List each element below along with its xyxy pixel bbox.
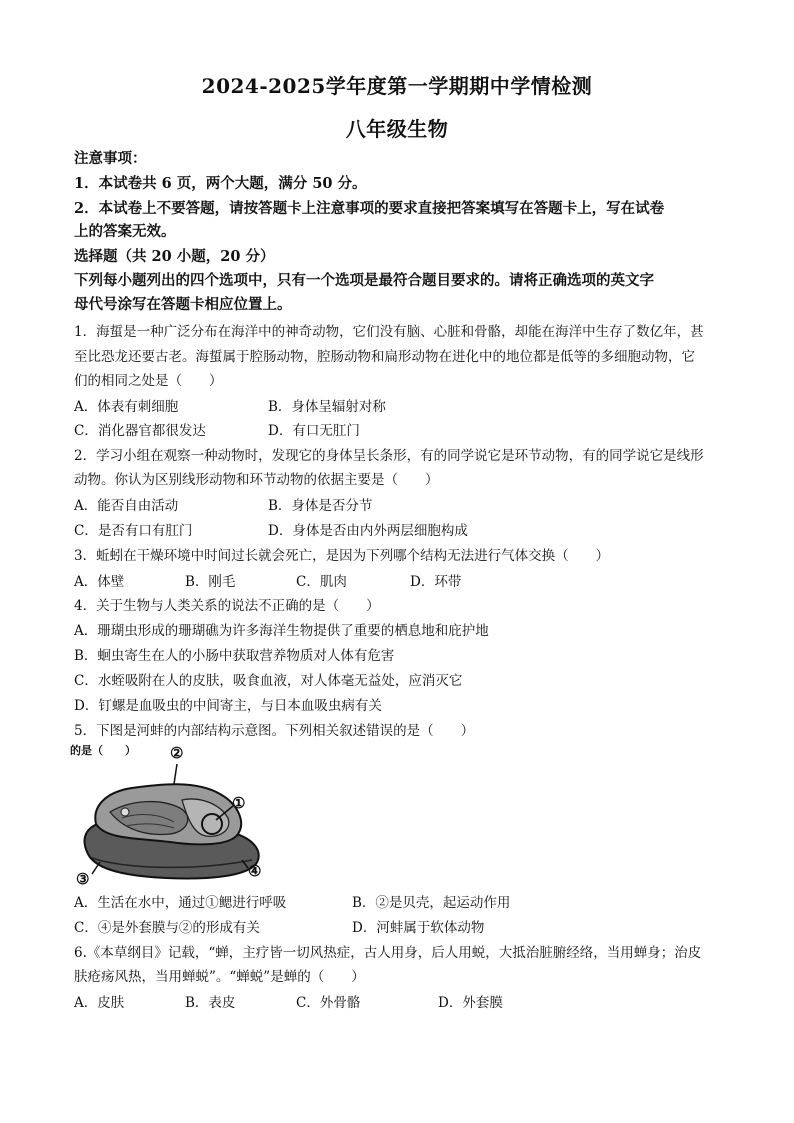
notice-item-1: 1．本试卷共 6 页，两个大题，满分 50 分。	[74, 175, 367, 192]
notice-item-2a: 2．本试卷上不要答题，请按答题卡上注意事项的要求直接把答案填写在答题卡上，写在试卷	[74, 200, 665, 217]
q3-option-b: B．刚毛	[185, 574, 236, 590]
mussel-anatomy-figure	[70, 742, 270, 892]
notice-item-2b: 上的答案无效。	[74, 223, 176, 240]
q3-option-d: D．环带	[410, 574, 462, 590]
notice-heading: 注意事项：	[74, 150, 147, 167]
exam-subtitle: 八年级生物	[345, 117, 449, 141]
q1-stem-b: 至比恐龙还要古老。海蜇属于腔肠动物，腔肠动物和扁形动物在进化中的地位都是低等的多细胞动物，它	[74, 349, 695, 365]
q1-option-a: A．体表有刺细胞	[74, 399, 179, 415]
q1-option-c: C．消化器官都很发达	[74, 423, 206, 439]
label-2: ②	[170, 744, 184, 762]
q1-stem-a: 1．海蜇是一种广泛分布在海洋中的神奇动物，它们没有脑、心脏和骨骼，却能在海洋中生存了数亿年，甚	[74, 324, 704, 340]
label-1: ①	[232, 794, 246, 812]
exam-title: 2024-2025学年度第一学期期中学情检测	[201, 74, 593, 98]
mussel-drawing	[70, 742, 270, 892]
q4-option-a: A．珊瑚虫形成的珊瑚礁为许多海洋生物提供了重要的栖息地和庇护地	[74, 623, 489, 639]
figure-cropped-text: 的是（ ）	[70, 744, 136, 757]
q5-option-b: B．②是贝壳，起运动作用	[352, 895, 511, 911]
q1-option-b: B．身体呈辐射对称	[268, 399, 386, 415]
q4-stem: 4．关于生物与人类关系的说法不正确的是（ ）	[74, 598, 380, 614]
q5-option-c: C．④是外套膜与②的形成有关	[74, 920, 260, 936]
q5-option-d: D．河蚌属于软体动物	[352, 920, 485, 936]
q2-stem-a: 2．学习小组在观察一种动物时，发现它的身体呈长条形，有的同学说它是环节动物，有的同学说它是线形	[74, 448, 704, 464]
q5-stem: 5．下图是河蚌的内部结构示意图。下列相关叙述错误的是（ ）	[74, 723, 475, 739]
q3-stem: 3．蚯蚓在干燥环境中时间过长就会死亡，是因为下列哪个结构无法进行气体交换（ ）	[74, 548, 610, 564]
q3-option-a: A．体壁	[74, 574, 125, 590]
label-3: ③	[76, 870, 90, 888]
q3-option-c: C．肌肉	[296, 574, 347, 590]
q6-option-d: D．外套膜	[438, 995, 503, 1011]
q4-option-d: D．钉螺是血吸虫的中间寄主，与日本血吸虫病有关	[74, 698, 382, 714]
q2-option-b: B．身体是否分节	[268, 498, 373, 514]
q6-option-c: C．外骨骼	[296, 995, 361, 1011]
q4-option-c: C．水蛭吸附在人的皮肤，吸食血液，对人体毫无益处，应消灭它	[74, 673, 463, 689]
q6-option-b: B．表皮	[185, 995, 236, 1011]
q4-option-b: B．蛔虫寄生在人的小肠中获取营养物质对人体有危害	[74, 648, 395, 664]
q6-stem-a: 6.《本草纲目》记载，“蝉，主疗皆一切风热症，古人用身，后人用蜕，大抵治脏腑经络，当用蝉身；治皮	[74, 945, 702, 961]
section-title: 选择题（共 20 小题，20 分）	[74, 248, 275, 265]
label-4: ④	[248, 862, 262, 880]
section-instruction-b: 母代号涂写在答题卡相应位置上。	[74, 296, 292, 313]
section-instruction-a: 下列每小题列出的四个选项中，只有一个选项是最符合题目要求的。请将正确选项的英文字	[74, 272, 654, 289]
q6-stem-b: 肤疮疡风热，当用蝉蜕”。“蝉蜕”是蝉的（ ）	[74, 969, 365, 985]
q1-option-d: D．有口无肛门	[268, 423, 360, 439]
q2-option-c: C．是否有口有肛门	[74, 523, 193, 539]
q6-option-a: A．皮肤	[74, 995, 125, 1011]
q2-option-a: A．能否自由活动	[74, 498, 179, 514]
q2-option-d: D．身体是否由内外两层细胞构成	[268, 523, 468, 539]
q2-stem-b: 动物。你认为区别线形动物和环节动物的依据主要是（ ）	[74, 472, 439, 488]
q1-stem-c: 们的相同之处是（ ）	[74, 373, 223, 389]
q5-option-a: A．生活在水中，通过①鳃进行呼吸	[74, 895, 287, 911]
